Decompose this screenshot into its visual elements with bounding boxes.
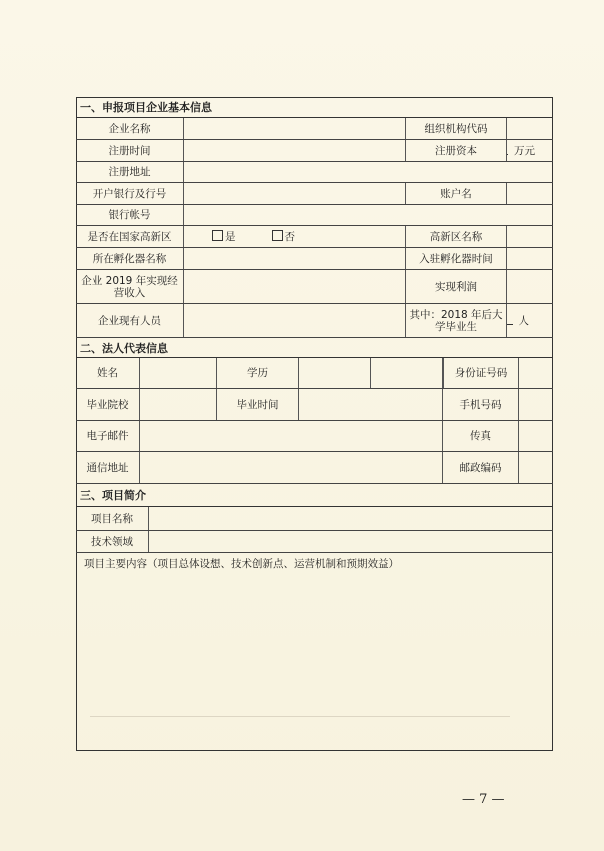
label-bank: 开户银行及行号	[76, 183, 184, 204]
label-reg-time: 注册时间	[76, 140, 184, 161]
section-company-info: 一、申报项目企业基本信息	[76, 97, 553, 118]
checkbox-yes[interactable]	[212, 230, 236, 243]
field-account-name[interactable]	[507, 183, 553, 204]
row-project-name	[76, 507, 553, 531]
field-incubator[interactable]	[184, 248, 406, 269]
field-address[interactable]	[140, 452, 443, 483]
field-school[interactable]	[140, 389, 217, 420]
project-content-label: 项目主要内容（项目总体设想、技术创新点、运营机制和预期效益）	[84, 558, 399, 570]
row-school	[76, 389, 553, 421]
grads-blank	[507, 316, 513, 325]
label-company-name: 企业名称	[76, 118, 184, 139]
row-incubator	[76, 248, 553, 270]
row-bank-acct	[76, 205, 553, 226]
label-in-zone: 是否在国家高新区	[76, 226, 184, 247]
faint-divider	[90, 716, 510, 717]
row-company-name	[76, 118, 553, 140]
section-legal-rep: 二、法人代表信息	[76, 338, 553, 358]
label-zone-name: 高新区名称	[406, 226, 507, 247]
label-legal-name: 姓名	[76, 358, 140, 388]
field-education[interactable]	[299, 358, 371, 388]
field-id-no[interactable]	[519, 358, 553, 388]
label-email: 电子邮件	[76, 421, 140, 451]
unit-wan: 万元	[514, 144, 535, 157]
field-fax[interactable]	[519, 421, 553, 451]
field-reg-time[interactable]	[184, 140, 406, 161]
label-fax: 传真	[443, 421, 519, 451]
field-grad-time[interactable]	[299, 389, 443, 420]
label-postcode: 邮政编码	[443, 452, 519, 483]
label-reg-addr: 注册地址	[76, 162, 184, 182]
field-reg-capital[interactable]	[507, 140, 553, 161]
label-revenue: 企业 2019 年实现经营收入	[76, 270, 184, 303]
field-postcode[interactable]	[519, 452, 553, 483]
label-education: 学历	[217, 358, 299, 388]
checkbox-icon	[272, 230, 283, 241]
label-grad-time: 毕业时间	[217, 389, 299, 420]
field-in-zone	[184, 226, 406, 247]
checkbox-no[interactable]	[272, 230, 296, 243]
capital-blank	[507, 146, 508, 155]
label-account-name: 账户名	[406, 183, 507, 204]
checkbox-yes-label: 是	[225, 231, 236, 243]
field-incubator-time[interactable]	[507, 248, 553, 269]
field-zone-name[interactable]	[507, 226, 553, 247]
page-number: — 7 —	[462, 792, 505, 807]
field-profit[interactable]	[507, 270, 553, 303]
field-project-name[interactable]	[149, 507, 553, 530]
spacer-bz	[371, 358, 443, 388]
label-school: 毕业院校	[76, 389, 140, 420]
row-bank	[76, 183, 553, 205]
field-legal-name[interactable]	[140, 358, 217, 388]
field-revenue[interactable]	[184, 270, 406, 303]
row-address	[76, 452, 553, 484]
label-project-name: 项目名称	[76, 507, 149, 530]
section-project: 三、项目简介	[76, 484, 553, 507]
row-reg-time	[76, 140, 553, 162]
label-incubator: 所在孵化器名称	[76, 248, 184, 269]
field-staff[interactable]	[184, 304, 406, 337]
field-org-code[interactable]	[507, 118, 553, 139]
field-email[interactable]	[140, 421, 443, 451]
row-staff	[76, 304, 553, 338]
label-address: 通信地址	[76, 452, 140, 483]
label-staff: 企业现有人员	[76, 304, 184, 337]
label-tech-field: 技术领域	[76, 531, 149, 552]
field-grads[interactable]	[507, 304, 553, 337]
field-tech-field[interactable]	[149, 531, 553, 552]
field-reg-addr[interactable]	[184, 162, 553, 182]
row-revenue	[76, 270, 553, 304]
field-company-name[interactable]	[184, 118, 406, 139]
field-phone[interactable]	[519, 389, 553, 420]
label-id-no: 身份证号码	[443, 358, 519, 388]
field-bank-acct[interactable]	[184, 205, 553, 225]
label-profit: 实现利润	[406, 270, 507, 303]
checkbox-icon	[212, 230, 223, 241]
row-legal-name	[76, 358, 553, 389]
field-bank[interactable]	[184, 183, 406, 204]
label-grads: 其中：2018 年后大学毕业生	[406, 304, 507, 337]
row-email	[76, 421, 553, 452]
row-in-zone	[76, 226, 553, 248]
row-tech-field	[76, 531, 553, 553]
checkbox-no-label: 否	[284, 231, 295, 243]
label-bank-acct: 银行帐号	[76, 205, 184, 225]
label-org-code: 组织机构代码	[406, 118, 507, 139]
label-reg-capital: 注册资本	[406, 140, 507, 161]
label-phone: 手机号码	[443, 389, 519, 420]
row-reg-addr	[76, 162, 553, 183]
unit-person: 人	[518, 314, 529, 327]
label-incubator-time: 入驻孵化器时间	[406, 248, 507, 269]
